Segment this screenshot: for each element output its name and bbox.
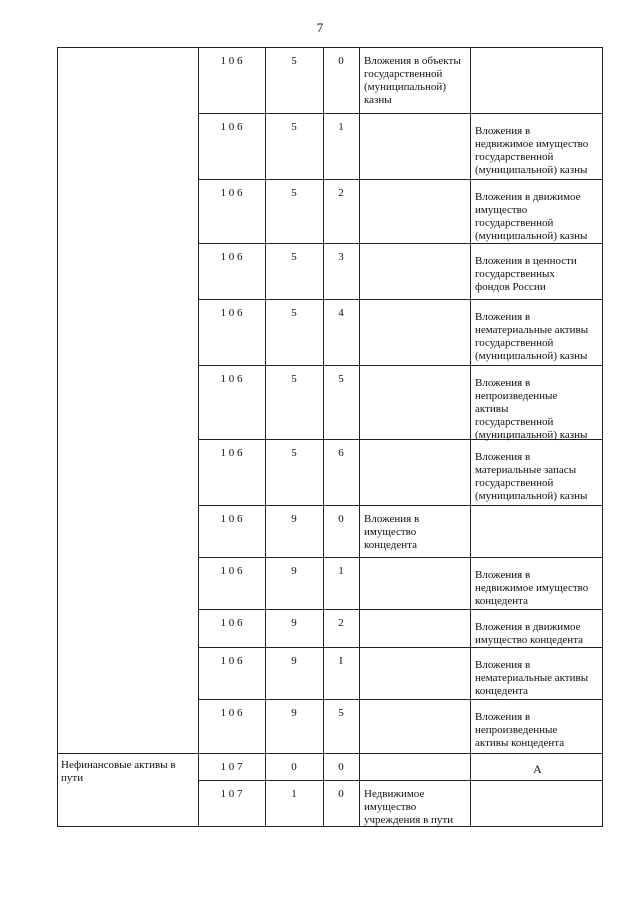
account-code: 1 0 6 xyxy=(220,373,243,385)
section-label: Нефинансовые активы в пути xyxy=(61,759,176,784)
account-name: Вложения в недвижимое имущество государственной (муниципальной) казны xyxy=(475,125,589,176)
analytic-code: 9 xyxy=(291,707,297,719)
account-name: Вложения в нематериальные активы государственной (муниципальной) казны xyxy=(475,311,589,362)
account-code: 1 0 6 xyxy=(220,707,243,719)
sub-code: I xyxy=(339,655,343,667)
table-border-right xyxy=(602,47,603,827)
analytic-code: 9 xyxy=(291,655,297,667)
row-divider xyxy=(198,365,603,366)
account-code: 1 0 6 xyxy=(220,187,243,199)
analytic-code: 0 xyxy=(291,761,297,773)
row-divider xyxy=(198,243,603,244)
row-divider xyxy=(198,609,603,610)
row-divider xyxy=(198,647,603,648)
sub-code: 5 xyxy=(338,707,344,719)
analytic-code: 1 xyxy=(291,788,297,800)
sub-code: 1 xyxy=(338,121,344,133)
analytic-code: 5 xyxy=(291,373,297,385)
row-divider xyxy=(198,113,603,114)
row-divider xyxy=(198,699,603,700)
account-code: 1 0 6 xyxy=(220,447,243,459)
analytic-code: 5 xyxy=(291,251,297,263)
sub-code: 0 xyxy=(338,513,344,525)
column-divider xyxy=(470,47,471,827)
account-code: 1 0 6 xyxy=(220,121,243,133)
account-name: Вложения в недвижимое имущество концедента xyxy=(475,569,589,607)
analytic-code: 5 xyxy=(291,187,297,199)
row-divider xyxy=(198,780,603,781)
group-name: Вложения в объекты государственной (муниципальной) казны xyxy=(364,55,461,106)
account-code: 1 0 6 xyxy=(220,513,243,525)
account-name: Вложения в движимое имущество концедента xyxy=(475,621,584,646)
sub-code: 0 xyxy=(338,788,344,800)
group-name: Вложения в имущество концедента xyxy=(364,513,420,551)
row-divider xyxy=(57,753,603,754)
account-code: 1 0 6 xyxy=(220,251,243,263)
page-number: 7 xyxy=(316,20,324,35)
sub-code: 3 xyxy=(338,251,344,263)
sub-code: 0 xyxy=(338,761,344,773)
account-name: Вложения в нематериальные активы концедента xyxy=(475,659,589,697)
analytic-code: 9 xyxy=(291,513,297,525)
account-code: 1 0 6 xyxy=(220,655,243,667)
account-name: Вложения в непроизведенные активы концедента xyxy=(475,711,565,749)
table-border-bottom xyxy=(57,826,603,827)
sub-code: 6 xyxy=(338,447,344,459)
row-divider xyxy=(198,179,603,180)
account-code: 1 0 7 xyxy=(220,788,243,800)
row-divider xyxy=(198,505,603,506)
sub-code: 5 xyxy=(338,373,344,385)
analytic-code: 9 xyxy=(291,565,297,577)
table-border-left xyxy=(57,47,58,827)
accounts-table xyxy=(57,47,603,827)
account-code: 1 0 6 xyxy=(220,55,243,67)
row-divider xyxy=(198,299,603,300)
account-code: 1 0 6 xyxy=(220,617,243,629)
table-border-top xyxy=(57,47,603,48)
column-divider xyxy=(359,47,360,827)
account-name: Вложения в непроизведенные активы государственной (муниципальной) казны xyxy=(475,377,588,441)
analytic-code: 5 xyxy=(291,55,297,67)
row-divider xyxy=(198,557,603,558)
sub-code: 0 xyxy=(338,55,344,67)
analytic-code: 9 xyxy=(291,617,297,629)
account-code: 1 0 6 xyxy=(220,307,243,319)
sub-code: 2 xyxy=(338,187,344,199)
analytic-code: 5 xyxy=(291,447,297,459)
analytic-code: 5 xyxy=(291,121,297,133)
group-name: Недвижимое имущество учреждения в пути xyxy=(364,788,454,826)
sub-code: 4 xyxy=(338,307,344,319)
account-code: 1 0 7 xyxy=(220,761,243,773)
account-name: Вложения в материальные запасы государственной (муниципальной) казны xyxy=(475,451,588,502)
account-name: Вложения в ценности государственных фондов России xyxy=(475,255,577,293)
sub-code: 2 xyxy=(338,617,344,629)
account-name: А xyxy=(533,762,542,776)
account-code: 1 0 6 xyxy=(220,565,243,577)
sub-code: 1 xyxy=(338,565,344,577)
analytic-code: 5 xyxy=(291,307,297,319)
account-name: Вложения в движимое имущество государственной (муниципальной) казны xyxy=(475,191,588,242)
